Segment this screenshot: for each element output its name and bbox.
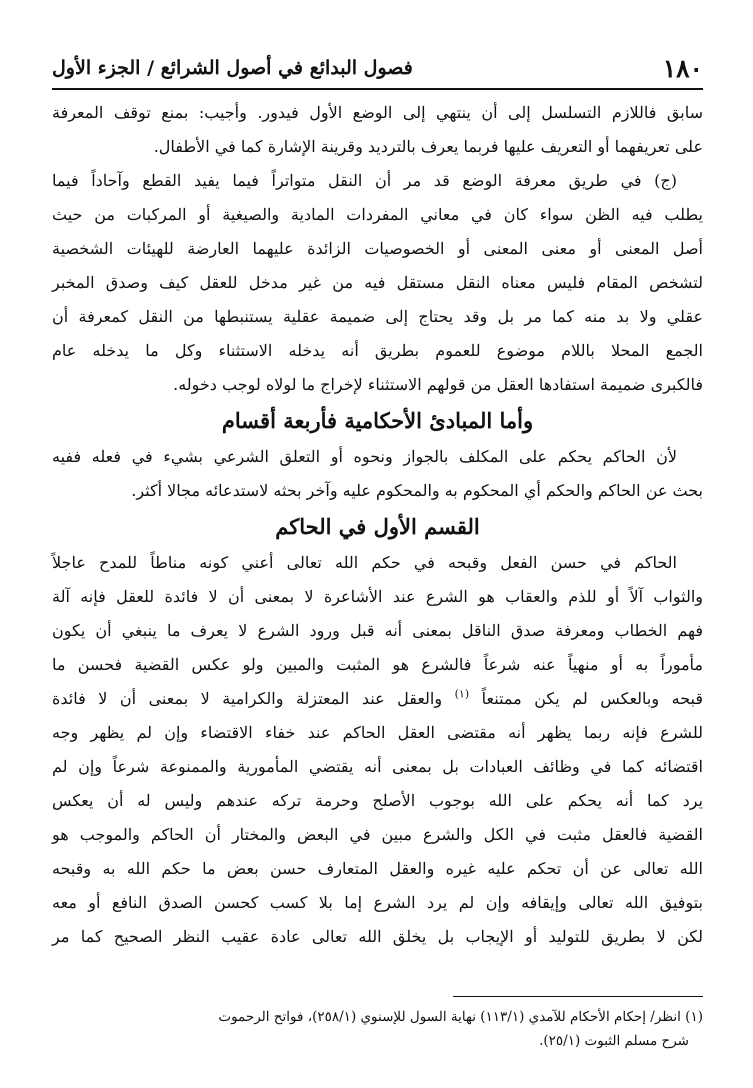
text-line: مأموراً به أو منهياً عنه شرعاً فالشرع هو المثبت والمبين ولو عكس القضية فحسن ما (52, 655, 703, 674)
running-title: فصول البدائع في أصول الشرائع / الجزء الأول (52, 57, 413, 79)
text-line: القضية فالعقل مثبت في الكل والشرع مبين في البعض والمختار أن الحاكم والموجب هو (52, 825, 703, 844)
text-line: لكن لا بطريق للتوليد أو الإيجاب بل يخلق الله تعالى عادة عقيب النظر الصحيح كما مر (52, 927, 704, 946)
text-line: بحث عن الحاكم والحكم أي المحكوم به والمحكوم عليه وآخر بحثه لاستدعائه مجالا أكثر. (131, 481, 703, 500)
section-heading: القسم الأول في الحاكم (275, 514, 480, 539)
text-line: فالكبرى ضميمة استفادها العقل من قولهم الاستثناء لإخراج ما لولاه لوجب دخوله. (173, 375, 703, 394)
text-line: الله تعالى عن أن تحكم عليه غيره والعقل المتعارف حسن بعض ما حكم الله به وقبحه (52, 859, 703, 878)
footnote-divider (453, 996, 703, 997)
text-line: سابق فاللازم التسلسل إلى أن ينتهي إلى الوضع الأول فيدور. وأجيب: بمنع توقف المعرفة (52, 103, 703, 122)
text-line: لتشخص المقام فليس معناه النقل مستقل فيه من غير مدخل للعقل كيف وصدق المخبر (52, 273, 703, 292)
text-line: (ج) في طريق معرفة الوضع قد مر أن النقل متواتراً فيما يفيد القطع وآحاداً فيما (52, 171, 677, 190)
footnote-reference[interactable]: (١) (454, 687, 470, 701)
text-line: الحاكم في حسن الفعل وقبحه في حكم الله تعالى أعني كونه مناطاً للمدح عاجلاً (52, 553, 677, 572)
text-line: يرد كما أنه يحكم على الله بوجوب الأصلح وحرمة تركه عندهم وليس له أن يعكس (52, 791, 704, 810)
text-line: بتوفيق الله تعالى وإيقافه وإن لم يرد الشرع إما بلا كسب كحسن الصدق النافع أو معه (52, 893, 704, 912)
text-line: على تعريفهما أو التعريف عليها فربما يعرف بالترديد وقرينة الإشارة كما في الأطفال. (153, 137, 703, 156)
text-line: يطلب فيه الظن سواء كان في معاني المفردات المادية والصيغية أو المركبات من حيث (52, 205, 703, 224)
footnote-line: (١) انظر/ إحكام الأحكام للآمدي (١١٣/١) نهاية السول للإسنوي (٢٥٨/١)، فواتح الرحموت (218, 1009, 703, 1025)
text-line: الجمع المحلا باللام موضوع للعموم بطريق أنه يدخله الاستثناء وكل ما يدخله عام (52, 341, 703, 360)
body-text (52, 96, 703, 954)
text-line: للشرع فإنه ربما يظهر أنه مقتضى العقل الحاكم عند خفاء الاقتضاء وإن لم يظهر وجه (52, 723, 703, 742)
text-line: والثواب آلاً أو للذم والعقاب هو الشرع عند الأشاعرة لا بمعنى أن لا فائدة للعقل فإنه آلة (52, 587, 703, 606)
text-line: أصل المعنى أو معنى المعنى أو الخصوصيات الزائدة عليهما العارضة للهيئات الشخصية (52, 239, 703, 258)
text-line: فهم الخطاب ومعرفة صدق الناقل بمعنى أنه قبل ورود الشرع لا يعرف ما ينبغي أن يكون (52, 621, 703, 640)
text-line: لأن الحاكم يحكم على المكلف بالجواز ونحوه أو التعلق الشرعي بشيء في فعله ففيه (52, 447, 677, 466)
section-heading: وأما المبادئ الأحكامية فأربعة أقسام (221, 408, 534, 433)
text-segment: قبحه وبالعكس لم يكن ممتنعاً (481, 689, 704, 708)
text-line: اقتضائه كما في وظائف العبادات بل بمعنى أنه يقتضي المأمورية والممنوعة شرعاً وإن لم (52, 757, 703, 776)
text-segment: والعقل عند المعتزلة والكرامية لا بمعنى أن لا فائدة (52, 689, 443, 708)
footnote-line: شرح مسلم الثبوت (٢٥/١). (539, 1033, 689, 1049)
text-line: عقلي ولا بد منه كما مر بل وقد يحتاج إلى ضميمة عقلية يستنبطها من النقل كمعرفة أن (52, 307, 703, 326)
text-line-with-footnote (52, 682, 703, 716)
page-number: ١٨٠ (662, 53, 703, 83)
footnotes (52, 996, 703, 1053)
page-header (52, 48, 703, 90)
